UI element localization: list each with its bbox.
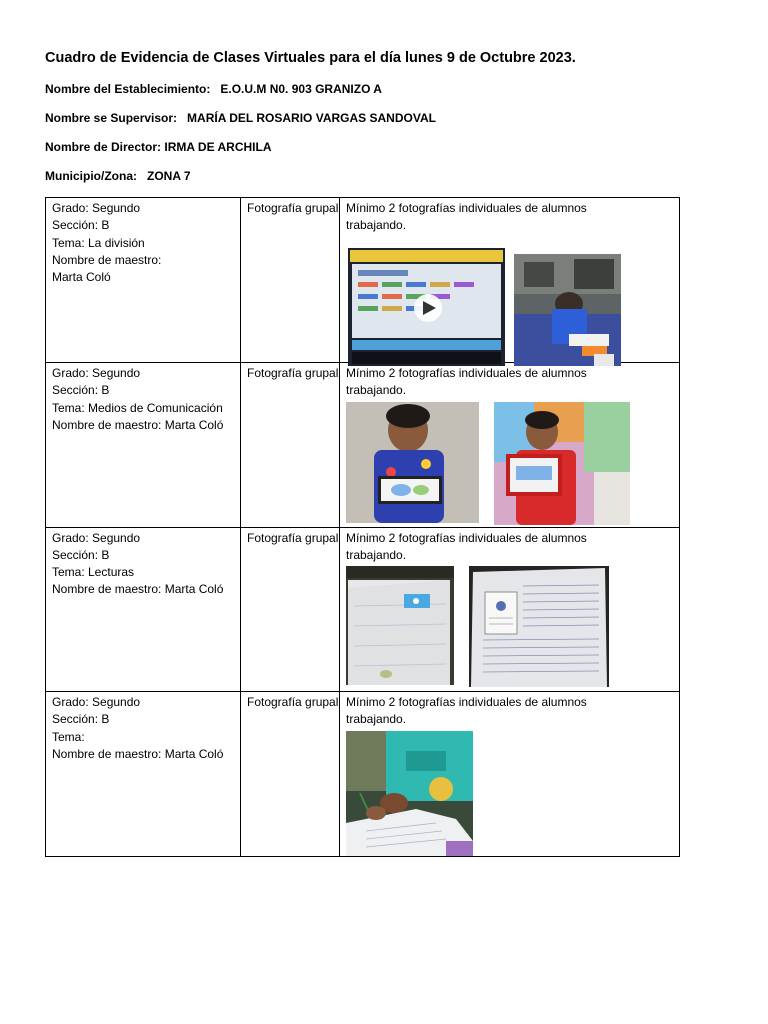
- maestro-text: Nombre de maestro: Marta Coló: [52, 417, 224, 432]
- grado-text: Grado: Segundo: [52, 201, 141, 215]
- group-photo-label: Fotografía grupal: [247, 530, 339, 545]
- tema-text: Tema:: [52, 729, 85, 744]
- table-row: [46, 363, 680, 528]
- maestro-label: Nombre de maestro:: [52, 252, 162, 267]
- director-label: Nombre de Director:: [45, 140, 162, 154]
- class-info-cell: [46, 363, 241, 528]
- maestro-text: Nombre de maestro: Marta Coló: [52, 747, 224, 762]
- seccion-text: Sección: B: [52, 218, 110, 233]
- individual-photos-cell: [340, 198, 680, 363]
- director-value: IRMA DE ARCHILA: [164, 140, 272, 154]
- grado-text: Grado: Segundo: [52, 366, 141, 380]
- establecimiento-label: Nombre del Establecimiento:: [45, 82, 211, 96]
- student-photo-writing: [346, 731, 473, 856]
- individual-photos-cell: [340, 363, 680, 528]
- group-photo-cell: [241, 198, 340, 363]
- individual-photos-label: Mínimo 2 fotografías individuales de alumnos: [346, 530, 587, 545]
- photo-group: [346, 402, 673, 527]
- individual-photos-label: Mínimo 2 fotografías individuales de alumnos: [346, 695, 587, 710]
- student-photo-desk: [514, 254, 621, 366]
- group-photo-label: Fotografía grupal: [247, 695, 339, 710]
- photo-group: [346, 237, 673, 362]
- seccion-text: Sección: B: [52, 547, 110, 562]
- student-photo-drawing-1: [346, 402, 479, 523]
- evidence-table: [45, 197, 680, 857]
- class-info-cell: [46, 527, 241, 692]
- seccion-text: Sección: B: [52, 712, 110, 727]
- table-row: [46, 692, 680, 857]
- supervisor-label: Nombre se Supervisor:: [45, 111, 178, 125]
- zona-label: Municipio/Zona:: [45, 169, 137, 183]
- photo-group: [346, 566, 673, 691]
- class-info-cell: [46, 692, 241, 857]
- page-title: Cuadro de Evidencia de Clases Virtuales para el día lunes 9 de Octubre 2023.: [45, 50, 576, 66]
- table-row: [46, 527, 680, 692]
- supervisor-line: [45, 111, 436, 125]
- individual-photos-label: Mínimo 2 fotografías individuales de alumnos: [346, 201, 587, 215]
- group-photo-cell: [241, 692, 340, 857]
- student-photo-screen: [348, 248, 505, 366]
- tema-text: Tema: Lecturas: [52, 565, 135, 580]
- photo-group: [346, 731, 673, 856]
- individual-photos-label-cont: trabajando.: [346, 712, 407, 727]
- group-photo-cell: [241, 527, 340, 692]
- individual-photos-label-cont: trabajando.: [346, 383, 407, 398]
- grado-text: Grado: Segundo: [52, 695, 141, 710]
- supervisor-value: MARÍA DEL ROSARIO VARGAS SANDOVAL: [187, 111, 436, 125]
- individual-photos-label-cont: trabajando.: [346, 547, 407, 562]
- class-info-cell: [46, 198, 241, 363]
- tema-text: Tema: La división: [52, 235, 145, 250]
- group-photo-label: Fotografía grupal: [247, 366, 339, 380]
- individual-photos-label-cont: trabajando.: [346, 218, 407, 233]
- table-row: [46, 198, 680, 363]
- group-photo-label: Fotografía grupal: [247, 201, 339, 215]
- individual-photos-label: Mínimo 2 fotografías individuales de alumnos: [346, 366, 587, 380]
- student-photo-drawing-2: [494, 402, 630, 525]
- student-photo-notebook-2: [469, 566, 609, 687]
- zona-line: [45, 169, 191, 183]
- establecimiento-value: E.O.U.M N0. 903 GRANIZO A: [220, 82, 382, 96]
- individual-photos-cell: [340, 527, 680, 692]
- group-photo-cell: [241, 363, 340, 528]
- individual-photos-cell: [340, 692, 680, 857]
- seccion-text: Sección: B: [52, 383, 110, 398]
- establecimiento-line: [45, 82, 382, 96]
- director-line: [45, 140, 271, 154]
- student-photo-notebook-1: [346, 566, 454, 685]
- maestro-name: Marta Coló: [52, 270, 111, 285]
- tema-text: Tema: Medios de Comunicación: [52, 400, 223, 415]
- zona-value: ZONA 7: [147, 169, 191, 183]
- maestro-text: Nombre de maestro: Marta Coló: [52, 582, 224, 597]
- grado-text: Grado: Segundo: [52, 530, 141, 545]
